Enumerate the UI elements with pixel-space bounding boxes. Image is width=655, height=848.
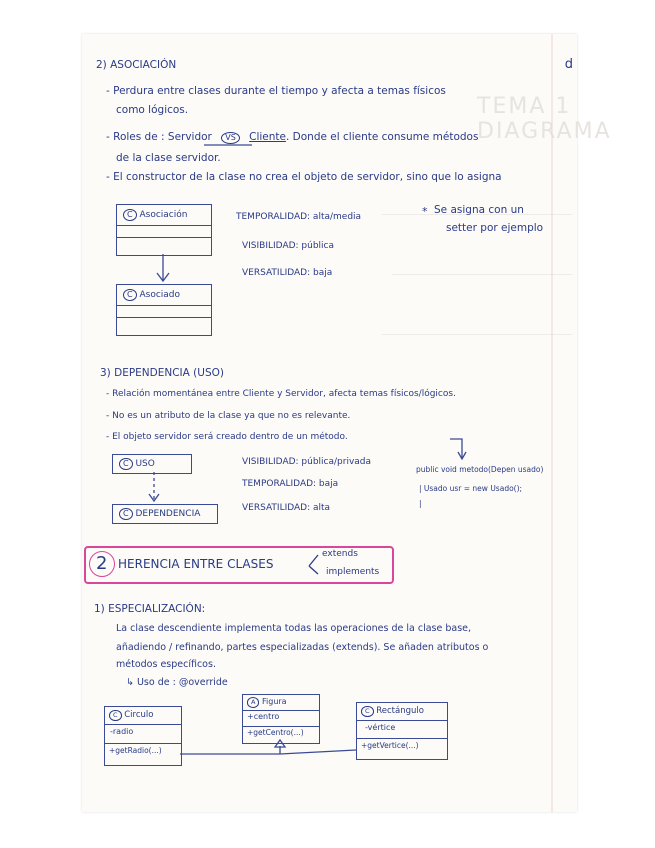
- class-marker: C: [119, 508, 133, 520]
- paragraph-line-override: ↳ Uso de : @override: [126, 677, 228, 688]
- herencia-bracket: [309, 555, 318, 574]
- bullet-line: - El constructor de la clase no crea el objeto de servidor, sino que lo asigna: [106, 171, 502, 183]
- method-text: +getVertice(...): [361, 740, 419, 750]
- class-name-dependencia: DEPENDENCIA: [135, 509, 201, 519]
- property-temporalidad: TEMPORALIDAD: baja: [242, 479, 339, 489]
- paragraph-line: añadiendo / refinando, partes especializadas (extends). Se añaden atributos o: [116, 642, 489, 653]
- class-marker: A: [247, 697, 259, 708]
- corner-mark: d: [564, 57, 573, 72]
- note-line: Se asigna con un: [434, 204, 524, 216]
- attribute-text: -vértice: [365, 722, 396, 732]
- sub-heading-especializacion: 1) ESPECIALIZACIÓN:: [94, 603, 206, 615]
- property-temporalidad: TEMPORALIDAD: alta/media: [236, 212, 362, 222]
- notebook-page: [82, 34, 612, 812]
- inheritance-line-rectangulo: [280, 750, 356, 754]
- keyword-extends: extends: [322, 549, 358, 559]
- herencia-title: HERENCIA ENTRE CLASES: [118, 557, 274, 571]
- class-name-figura: Figura: [262, 697, 287, 706]
- attribute-text: -radio: [110, 726, 134, 736]
- note-asterisk-mark: *: [422, 205, 428, 218]
- property-visibilidad: VISIBILIDAD: pública/privada: [242, 457, 372, 467]
- code-line: public void metodo(Depen usado): [416, 465, 544, 474]
- bullet-line: - El objeto servidor será creado dentro de un método.: [106, 432, 348, 442]
- diagram-connectors: [82, 34, 577, 812]
- roles-continuation: . Donde el cliente consume métodos: [286, 131, 479, 143]
- bleed-through-text: TEMA 1 DIAGRAMA: [477, 94, 612, 144]
- bullet-line: - Perdura entre clases durante el tiempo y afecta a temas físicos: [106, 85, 446, 97]
- code-line: | Usado usr = new Usado();: [419, 484, 523, 493]
- method-text: +getCentro(...): [247, 727, 304, 737]
- cliente-label: Cliente: [249, 131, 286, 143]
- paragraph-line: métodos específicos.: [116, 659, 216, 670]
- paragraph-line: La clase descendiente implementa todas las operaciones de la clase base,: [116, 623, 472, 634]
- class-marker: C: [123, 289, 137, 301]
- class-marker: C: [123, 209, 137, 221]
- note-line: setter por ejemplo: [446, 222, 544, 234]
- versus-circle: VS: [221, 132, 240, 144]
- keyword-implements: implements: [326, 567, 380, 577]
- class-name-asociacion: Asociación: [139, 210, 188, 220]
- class-marker: C: [361, 706, 374, 717]
- title-number: 2: [96, 553, 108, 574]
- class-name-asociado: Asociado: [139, 290, 181, 300]
- bullet-line: - Relación momentánea entre Cliente y Servidor, afecta temas físicos/lógicos.: [106, 389, 456, 399]
- section-heading-asociacion: 2) ASOCIACIÓN: [96, 59, 177, 71]
- class-marker: C: [109, 710, 122, 721]
- property-versatilidad: VERSATILIDAD: alta: [242, 503, 331, 513]
- property-versatilidad: VERSATILIDAD: baja: [242, 268, 333, 278]
- attribute-text: +centro: [247, 711, 280, 721]
- section-heading-dependencia: 3) DEPENDENCIA (USO): [100, 367, 224, 379]
- bullet-line: como lógicos.: [116, 104, 189, 116]
- inheritance-triangle: [275, 740, 285, 747]
- roles-text: - Roles de : Servidor: [106, 131, 212, 143]
- class-name-rectangulo: Rectángulo: [376, 706, 424, 716]
- method-text: +getRadio(...): [109, 745, 162, 755]
- code-line: |: [419, 499, 422, 508]
- property-visibilidad: VISIBILIDAD: pública: [242, 241, 335, 251]
- class-name-circulo: Circulo: [124, 710, 154, 720]
- bullet-line: de la clase servidor.: [116, 152, 221, 164]
- bullet-line: - No es un atributo de la clase ya que no es relevante.: [106, 411, 351, 421]
- class-name-uso: USO: [135, 459, 155, 469]
- class-marker: C: [119, 458, 133, 470]
